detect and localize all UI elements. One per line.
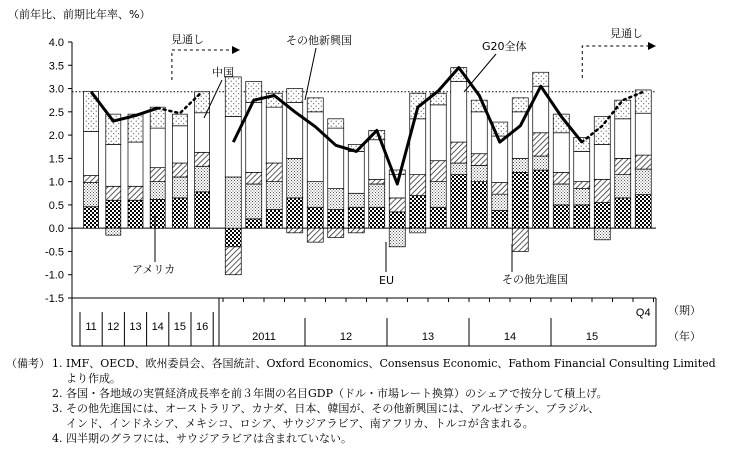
bar-segment-us [172, 198, 187, 228]
bar-segment-other-advanced [128, 186, 143, 200]
bar-segment-eu [430, 182, 446, 208]
bar-segment-other-emerging [287, 89, 303, 103]
bar-segment-us [635, 195, 651, 229]
bar-segment-other-advanced [84, 176, 99, 183]
bar-segment-eu [195, 166, 210, 192]
bar-segment-us [128, 200, 143, 228]
bar-segment-other-emerging [328, 119, 344, 128]
bar-segment-other-advanced [615, 158, 631, 174]
bar-segment-us [150, 199, 165, 228]
bar-segment-eu [615, 175, 631, 198]
note-number: 1. [52, 357, 63, 370]
bar-segment-other-advanced [172, 163, 187, 177]
y-tick-label: -1.0 [45, 269, 64, 282]
bar-segment-other-advanced [635, 155, 651, 169]
bar-segment-other-advanced [594, 179, 610, 202]
bar-segment-other-advanced [225, 247, 241, 275]
note-1 [6, 356, 742, 371]
x-tick-label-year: 15 [585, 331, 599, 343]
notes-label: （備考） [6, 357, 50, 370]
bar-segment-other-emerging [615, 100, 631, 119]
bar-segment-china [471, 112, 487, 154]
x-tick-label-annual: 13 [129, 321, 142, 333]
bar-segment-eu [225, 177, 241, 228]
bar-segment-other-advanced [389, 198, 405, 212]
note-2 [6, 386, 742, 401]
y-tick-label: 1.0 [48, 176, 64, 189]
bar-segment-china [512, 112, 528, 159]
y-tick-label: 3.0 [48, 83, 64, 96]
y-tick-label: 2.5 [48, 106, 64, 119]
bar-segment-china [348, 151, 364, 193]
forecast-arrowhead-annual [232, 46, 240, 54]
bar-segment-us [328, 210, 344, 229]
bar-segment-china [106, 144, 121, 186]
y-tick-label: -0.5 [45, 246, 64, 259]
bar-segment-other-advanced [348, 228, 364, 233]
bar-segment-eu [635, 169, 651, 195]
bar-segment-us [348, 207, 364, 228]
g20-quarterly-forecast-line [582, 92, 644, 142]
x-tick-label-year: 13 [421, 331, 435, 343]
bar-segment-us [615, 198, 631, 228]
g20-label: G20全体 [482, 40, 527, 53]
bar-segment-eu [410, 228, 426, 233]
note-number: 4. [52, 432, 63, 445]
bar-segment-us [389, 212, 405, 228]
bar-segment-us [451, 175, 467, 229]
other-advanced-label: その他先進国 [502, 273, 568, 286]
bar-segment-other-emerging [195, 92, 210, 113]
forecast-arrow-quarterly [582, 46, 654, 78]
bar-segment-eu [106, 228, 121, 235]
bar-segment-other-emerging [172, 114, 187, 126]
y-tick-label: 3.5 [48, 60, 64, 73]
bar-segment-china [430, 105, 446, 161]
note-number: 2. [52, 387, 63, 400]
bar-segment-china [328, 128, 344, 189]
note-text: より作成。 [66, 372, 121, 385]
bar-segment-other-emerging [533, 72, 549, 86]
bar-segment-other-advanced [574, 182, 590, 189]
bar-segment-other-advanced [512, 228, 528, 251]
bar-segment-us [512, 172, 528, 228]
eu-label: EU [379, 274, 395, 287]
x-axis [72, 298, 656, 346]
bar-segment-other-advanced [150, 168, 165, 182]
bar-segment-us [246, 219, 262, 228]
bar-segment-us [225, 228, 241, 247]
bar-segment-us [574, 205, 590, 228]
note-text: インド、インドネシア、メキシコ、ロシア、サウジアラビア、南アフリカ、トルコが含まれる。 [66, 417, 534, 430]
us-label: アメリカ [132, 263, 176, 276]
china-label: 中国 [212, 66, 234, 79]
bar-segment-other-advanced [430, 161, 446, 182]
g20-quarterly-line [233, 68, 582, 184]
bar-segment-us [195, 192, 210, 228]
bar-segment-eu [512, 158, 528, 172]
bar-segment-other-advanced [369, 179, 385, 184]
bar-segment-eu [328, 189, 344, 210]
bar-segment-china [553, 133, 569, 173]
g20-leader [464, 54, 496, 92]
y-unit-label: （前年比、前期比年率、%） [8, 8, 151, 21]
bar-segment-us [533, 170, 549, 228]
year-label: （年） [668, 330, 701, 343]
bar-segment-eu [172, 177, 187, 198]
x-tick-label-year: 2011 [252, 331, 276, 343]
bar-segment-eu [369, 184, 385, 207]
bar-segment-eu [266, 182, 282, 210]
bar-segment-eu [84, 183, 99, 207]
y-tick-label: 0.0 [48, 223, 64, 236]
bar-segment-china [150, 128, 165, 168]
bars [84, 68, 652, 275]
bar-segment-china [128, 142, 143, 186]
bar-segment-us [553, 205, 569, 228]
bar-segment-us [594, 203, 610, 229]
y-tick-label: 2.0 [48, 130, 64, 143]
note-text: その他先進国には、オーストラリア、カナダ、日本、韓国が、その他新興国には、アルゼンチン、ブラジル、 [66, 402, 600, 415]
bar-segment-other-advanced [307, 228, 323, 242]
bar-segment-china [172, 126, 187, 163]
x-tick-label-annual: 14 [151, 321, 164, 333]
y-tick-label: 0.5 [48, 199, 64, 212]
bar-segment-other-emerging [512, 98, 528, 112]
bar-segment-eu [553, 184, 569, 205]
x-tick-label-annual: 11 [85, 321, 97, 333]
bar-segment-other-advanced [410, 175, 426, 196]
x-tick-label-year: 14 [503, 331, 517, 343]
bar-segment-china [615, 119, 631, 159]
x-tick-label-annual: 15 [173, 321, 187, 333]
bar-segment-other-emerging [574, 137, 590, 151]
bar-segment-other-advanced [106, 186, 121, 200]
bar-segment-china [266, 107, 282, 163]
bar-segment-eu [471, 165, 487, 181]
bar-segment-us [430, 207, 446, 228]
bar-segment-other-advanced [492, 183, 508, 195]
bar-segment-us [84, 207, 99, 228]
bar-segment-china [225, 116, 241, 177]
bar-segment-eu [307, 182, 323, 208]
bar-segment-other-advanced [553, 172, 569, 184]
bar-segment-other-advanced [451, 142, 467, 163]
x-tick-label-q4: Q4 [635, 307, 651, 319]
bar-segment-other-advanced [266, 163, 282, 182]
note-4 [6, 431, 742, 446]
bar-segment-eu [287, 158, 303, 198]
note-3 [6, 401, 742, 416]
bar-segment-us [287, 198, 303, 228]
bar-segment-us [369, 207, 385, 228]
note-text: 四半期のグラフには、サウジアラビアは含まれていない。 [66, 432, 352, 445]
bar-segment-eu [533, 156, 549, 170]
other-emerging-label: その他新興国 [286, 34, 352, 47]
bar-segment-eu [389, 228, 405, 247]
bar-segment-china [195, 113, 210, 153]
bar-segment-eu [348, 193, 364, 207]
y-tick-label: 1.5 [48, 153, 64, 166]
bar-segment-eu [451, 163, 467, 175]
bar-segment-china [451, 82, 467, 143]
bar-segment-us [266, 210, 282, 229]
note-text: 各国・各地域の実質経済成長率を前３年間の名目GDP（ドル・市場レート換算）のシェアで按分して積上げ。 [66, 387, 608, 400]
bar-segment-other-advanced [246, 172, 262, 184]
g20-annual-line [91, 92, 158, 121]
bar-segment-china [84, 131, 99, 175]
bar-segment-other-advanced [287, 228, 303, 233]
y-tick-label: -1.5 [45, 293, 64, 305]
bar-segment-other-advanced [471, 154, 487, 166]
notes [6, 356, 742, 446]
x-tick-label-annual: 12 [107, 321, 120, 333]
bar-segment-eu [246, 184, 262, 219]
bar-segment-other-emerging [307, 98, 323, 112]
bar-segment-us [492, 210, 508, 228]
bar-segment-other-emerging [635, 90, 651, 113]
forecast-label-quarterly: 見通し [610, 27, 643, 40]
bar-segment-us [410, 196, 426, 229]
x-tick-label-annual: 16 [195, 321, 209, 333]
bar-segment-china [389, 175, 405, 198]
bar-segment-us [471, 182, 487, 229]
bar-segment-eu [574, 189, 590, 205]
period-label: （期） [668, 304, 701, 317]
bar-segment-china [635, 113, 651, 155]
forecast-arrowhead-quarterly [648, 42, 656, 50]
bar-segment-other-advanced [195, 152, 210, 166]
bar-segment-other-advanced [533, 133, 549, 156]
note-text: IMF、OECD、欧州委員会、各国統計、Oxford Economics、Consensus Economic、Fathom Financial Consulting Limited [66, 357, 716, 370]
bar-segment-eu [594, 228, 610, 240]
bar-segment-china [574, 151, 590, 181]
bar-segment-other-advanced [328, 228, 344, 237]
bar-segment-us [106, 200, 121, 228]
bar-segment-us [307, 207, 323, 228]
note-number: 3. [52, 402, 63, 415]
bar-segment-eu [492, 194, 508, 210]
bar-segment-other-emerging [225, 77, 241, 117]
bar-segment-eu [150, 182, 165, 200]
y-tick-label: 4.0 [48, 37, 64, 49]
x-tick-label-year: 12 [339, 331, 353, 343]
bar-segment-china [594, 144, 610, 179]
forecast-label-annual: 見通し [171, 33, 204, 46]
